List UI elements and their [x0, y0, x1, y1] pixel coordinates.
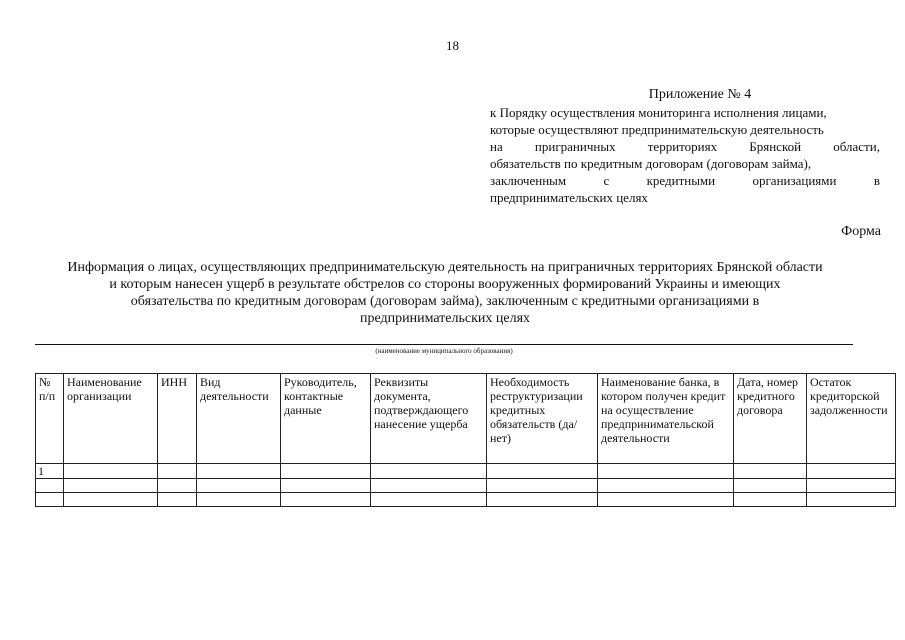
- table-cell: [197, 464, 281, 479]
- table-cell: [281, 464, 371, 479]
- table-cell: [64, 479, 158, 493]
- appendix-line: [490, 189, 880, 206]
- table-cell: [197, 493, 281, 507]
- appendix-line: [490, 121, 880, 138]
- table-cell: [36, 479, 64, 493]
- table-cell: [371, 493, 487, 507]
- table-cell: [487, 464, 598, 479]
- table-cell: [734, 479, 807, 493]
- appendix-word: кредитными: [646, 173, 716, 188]
- appendix-word: обязательств по кредитным договорам (договорам займа),: [490, 156, 812, 171]
- appendix-word: организациями: [752, 173, 837, 188]
- col-header-debt-balance: Остаток кредиторской задолженности: [807, 374, 896, 464]
- col-header-activity: Вид деятельности: [197, 374, 281, 464]
- heading-line: и которым нанесен ущерб в результате обстрелов со стороны вооруженных формирований Украины и имеющих: [109, 277, 781, 292]
- table-row: [36, 479, 896, 493]
- table-cell: [807, 479, 896, 493]
- table-cell: [371, 464, 487, 479]
- table-cell: [487, 479, 598, 493]
- table-cell: [807, 464, 896, 479]
- appendix-block: [490, 86, 880, 206]
- col-header-inn: ИНН: [158, 374, 197, 464]
- page-number: 18: [446, 38, 459, 53]
- document-heading: [30, 259, 860, 327]
- appendix-word: приграничных: [534, 139, 616, 154]
- heading-line: предпринимательских целях: [359, 311, 531, 326]
- heading-line: обязательства по кредитным договорам (договорам займа), заключенным с кредитными организациями в: [130, 294, 760, 309]
- appendix-line: [490, 104, 880, 121]
- col-header-bank: Наименование банка, в котором получен кредит на осуществление предпринимательской деятельности: [598, 374, 734, 464]
- appendix-word: которые осуществляют предпринимательскую деятельность: [490, 122, 824, 137]
- form-label: Форма: [841, 224, 881, 239]
- table-cell: [734, 464, 807, 479]
- heading-line: Информация о лицах, осуществляющих предпринимательскую деятельность на приграничных территориях Брянской области: [67, 260, 823, 275]
- table-cell: [807, 493, 896, 507]
- appendix-word: к Порядку осуществления мониторинга исполнения лицами,: [490, 105, 827, 120]
- table-cell: [281, 493, 371, 507]
- appendix-title: Приложение № 4: [648, 87, 752, 102]
- col-header-organization: Наименование организации: [64, 374, 158, 464]
- appendix-line: [490, 155, 880, 172]
- municipality-caption: (наименование муниципального образования): [375, 347, 513, 355]
- table-cell: [281, 479, 371, 493]
- appendix-word: территориях: [647, 139, 718, 154]
- table-cell: [64, 493, 158, 507]
- appendix-word: заключенным: [490, 173, 567, 188]
- col-header-contract: Дата, номер кредитного договора: [734, 374, 807, 464]
- table-cell: [371, 479, 487, 493]
- appendix-word: Брянской: [749, 139, 802, 154]
- table-cell: 1: [36, 464, 64, 479]
- table-cell: [598, 479, 734, 493]
- table-row: [36, 493, 896, 507]
- col-header-number: № п/п: [36, 374, 64, 464]
- table-cell: [598, 493, 734, 507]
- col-header-damage-document: Реквизиты документа, подтверждающего нанесение ущерба: [371, 374, 487, 464]
- table-cell: [64, 464, 158, 479]
- report-table: [35, 373, 896, 507]
- table-cell: [158, 464, 197, 479]
- col-header-manager: Руководитель, контактные данные: [281, 374, 371, 464]
- appendix-word: с: [603, 173, 610, 188]
- table-row: [36, 464, 896, 479]
- table-cell: [487, 493, 598, 507]
- table-cell: [36, 493, 64, 507]
- table-header-row: [36, 374, 896, 464]
- table-cell: [598, 464, 734, 479]
- appendix-line: [490, 172, 880, 189]
- table-cell: [734, 493, 807, 507]
- table-cell: [197, 479, 281, 493]
- appendix-line: [490, 138, 880, 155]
- appendix-word: области,: [833, 139, 880, 154]
- table-cell: [158, 493, 197, 507]
- table-cell: [158, 479, 197, 493]
- appendix-word: в: [873, 173, 880, 188]
- appendix-word: на: [490, 139, 503, 154]
- municipality-underline: [35, 344, 853, 345]
- appendix-word: предпринимательских целях: [490, 190, 648, 205]
- col-header-restructuring: Необходимость реструктуризации кредитных обязательств (да/нет): [487, 374, 598, 464]
